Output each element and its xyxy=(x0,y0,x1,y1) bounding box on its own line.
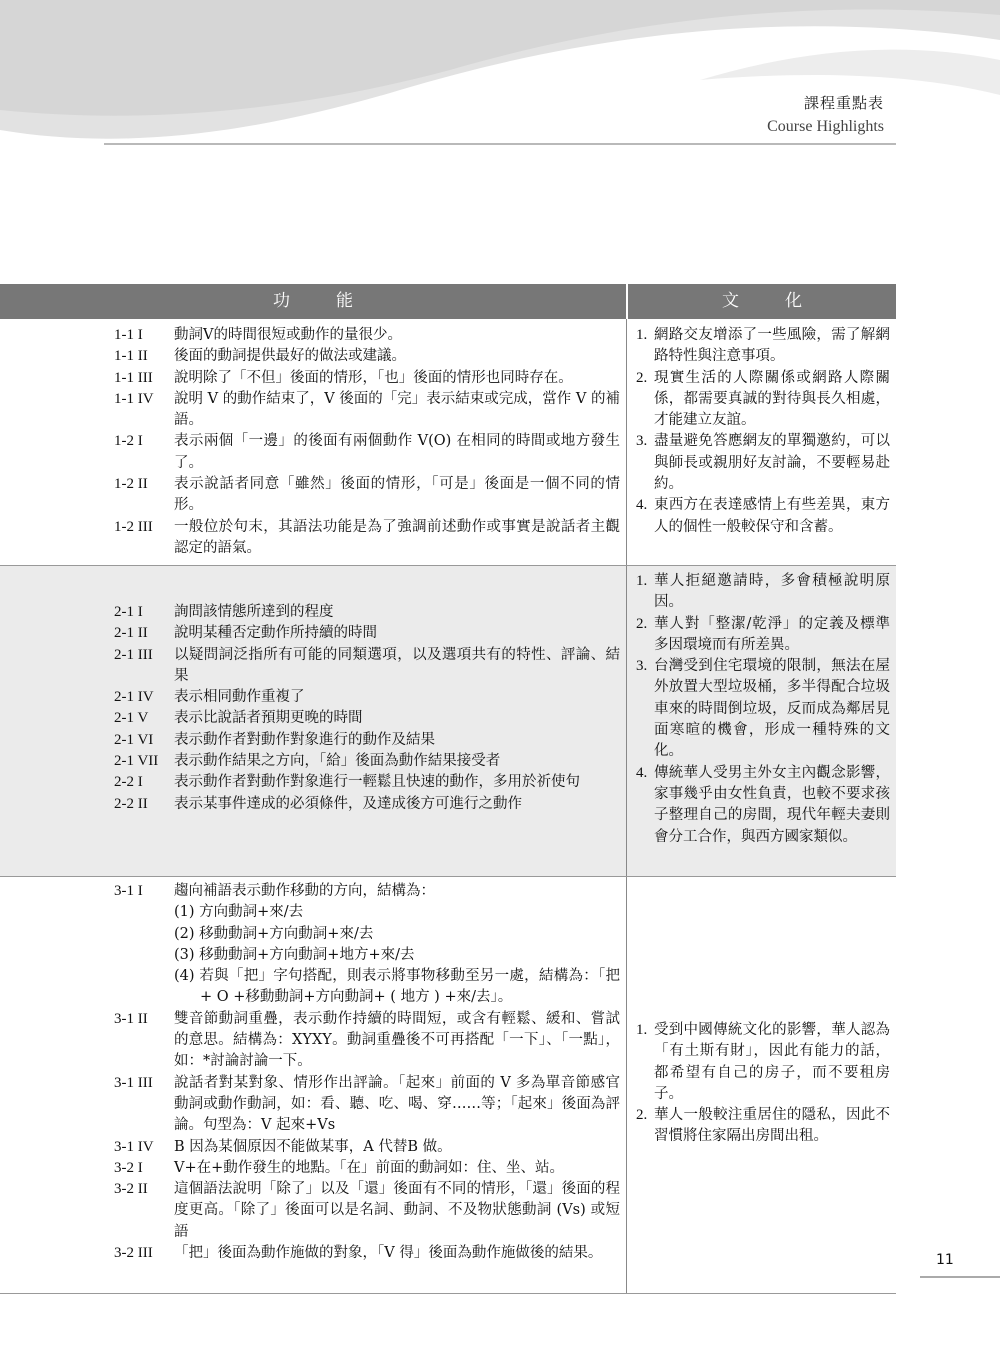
structure-item: (3) 移動動詞+方向動詞+地方+來/去 xyxy=(174,946,415,963)
culture-text: 東西方在表達感情上有些差異，東方人的個性一般較保守和含蓄。 xyxy=(654,497,890,535)
function-item xyxy=(114,389,620,432)
function-item xyxy=(114,1009,620,1073)
function-text: 表示兩個「一邊」的後面有兩個動作 V(O) 在相同的時間或地方發生了。 xyxy=(174,433,620,471)
function-code: 2-1 IV xyxy=(114,689,154,706)
function-code: 1-2 I xyxy=(114,433,143,450)
culture-text: 受到中國傳統文化的影響，華人認為「有土斯有財」，因此有能力的話，都希望有自己的房子，而不要租房子。 xyxy=(654,1022,890,1102)
culture-list xyxy=(636,1020,890,1148)
culture-number: 3. xyxy=(636,658,648,675)
culture-list xyxy=(636,325,890,538)
column-divider xyxy=(626,877,627,1293)
function-code: 1-2 II xyxy=(114,476,148,493)
function-item xyxy=(114,881,620,902)
function-text: 表示比說話者預期更晚的時間 xyxy=(174,710,363,727)
function-code: 3-1 II xyxy=(114,1010,148,1027)
culture-text: 華人一般較注重居住的隱私，因此不習慣將住家隔出房間出租。 xyxy=(654,1107,890,1145)
culture-item xyxy=(636,1020,890,1105)
function-item xyxy=(114,325,620,346)
culture-item xyxy=(636,368,890,432)
column-divider xyxy=(626,566,627,876)
table-section-lesson-3 xyxy=(0,877,896,1294)
function-text: 說明除了「不但」後面的情形，「也」後面的情形也同時存在。 xyxy=(174,369,573,386)
culture-item xyxy=(636,325,890,368)
structure-item: (2) 移動動詞+方向動詞+來/去 xyxy=(174,925,374,942)
function-list xyxy=(114,881,620,1264)
table-section-lesson-1 xyxy=(0,319,896,566)
function-text: 表示動作者對動作對象進行的動作及結果 xyxy=(174,731,435,748)
function-code: 3-2 I xyxy=(114,1159,143,1176)
function-item xyxy=(114,730,620,751)
header-title-zh: 課程重點表 xyxy=(803,94,884,112)
function-item xyxy=(114,772,620,793)
function-text: 一般位於句末，其語法功能是為了強調前述動作或事實是說話者主觀認定的語氣。 xyxy=(174,518,620,556)
function-list xyxy=(114,325,620,559)
function-item xyxy=(114,346,620,367)
column-divider xyxy=(626,319,627,565)
function-code: 3-1 IV xyxy=(114,1138,154,1155)
function-code: 1-2 III xyxy=(114,518,153,535)
function-item xyxy=(114,687,620,708)
function-code: 1-1 II xyxy=(114,348,148,365)
page-number: 11 xyxy=(936,1252,954,1268)
function-item xyxy=(114,751,620,772)
function-text: 後面的動詞提供最好的做法或建議。 xyxy=(174,348,406,365)
function-code: 2-1 V xyxy=(114,710,149,727)
culture-item xyxy=(636,1105,890,1148)
culture-item xyxy=(636,656,890,762)
function-text: 動詞V的時間很短或動作的量很少。 xyxy=(174,327,402,343)
culture-number: 2. xyxy=(636,1107,648,1124)
function-item xyxy=(114,1179,620,1243)
function-text: 以疑問詞泛指所有可能的同類選項，以及選項共有的特性、評論、結果 xyxy=(174,646,620,684)
table-section-lesson-2 xyxy=(0,566,896,877)
culture-text: 傳統華人受男主外女主內觀念影響，家事幾乎由女性負責，也較不要求孩子整理自己的房間，現代年輕夫妻則會分工合作，與西方國家類似。 xyxy=(654,764,890,845)
culture-text: 華人對「整潔/乾淨」的定義及標準多因環境而有所差異。 xyxy=(654,615,890,653)
col-header-function: 功能 xyxy=(273,291,399,311)
function-item xyxy=(114,474,620,517)
function-text: 「把」後面為動作施做的對象，「V 得」後面為動作施做後的結果。 xyxy=(174,1245,603,1262)
function-text: 雙音節動詞重疊，表示動作持續的時間短，或含有輕鬆、緩和、嘗試的意思。結構為：XYXY。動詞重疊後不可再搭配「一下」、「一點」，如：*討論討論一下。 xyxy=(174,1010,620,1070)
function-code: 3-2 II xyxy=(114,1181,148,1198)
col-header-culture: 文化 xyxy=(722,291,848,311)
culture-text: 現實生活的人際關係或網路人際關係，都需要真誠的對待與長久相處，才能建立友誼。 xyxy=(654,369,890,429)
function-text: 表示某事件達成的必須條件，及達成後方可進行之動作 xyxy=(174,795,522,812)
table-header xyxy=(0,284,896,319)
function-item xyxy=(114,623,620,644)
function-code: 3-1 III xyxy=(114,1074,153,1091)
function-item xyxy=(114,1243,620,1264)
page-number-rule xyxy=(920,1276,1000,1278)
function-text: 說明 V 的動作結束了，V 後面的「完」表示結束或完成，當作 V 的補語。 xyxy=(174,390,620,429)
function-code: 2-1 VII xyxy=(114,753,159,770)
function-text: 表示動作結果之方向，「給」後面為動作結果接受者 xyxy=(174,753,501,770)
culture-number: 1. xyxy=(636,1022,648,1038)
culture-item xyxy=(636,495,890,538)
function-item xyxy=(114,708,620,729)
structure-item: (4) 若與「把」字句搭配，則表示將事物移動至另一處，結構為：「把+ O +移動動詞+方向動詞+ ( 地方 ) +來/去」。 xyxy=(174,968,620,1006)
header-title-en: Course Highlights xyxy=(767,118,884,135)
function-code: 1-1 IV xyxy=(114,390,154,407)
page-header xyxy=(767,92,884,136)
culture-item xyxy=(636,614,890,657)
function-text: 表示相同動作重複了 xyxy=(174,689,305,706)
function-item xyxy=(114,602,620,623)
function-code: 2-2 II xyxy=(114,795,148,812)
function-item xyxy=(114,431,620,474)
culture-number: 1. xyxy=(636,327,648,343)
culture-item xyxy=(636,571,890,614)
culture-list xyxy=(636,571,890,848)
function-text: 趨向補語表示動作移動的方向，結構為： xyxy=(174,883,435,899)
function-code: 3-1 I xyxy=(114,883,143,899)
culture-number: 4. xyxy=(636,764,648,781)
function-text: 說明某種否定動作所持續的時間 xyxy=(174,625,377,642)
function-code: 1-1 I xyxy=(114,327,143,343)
structure-sublist xyxy=(174,902,620,1008)
function-item xyxy=(114,794,620,815)
function-text: B 因為某個原因不能做某事，A 代替B 做。 xyxy=(174,1138,452,1155)
culture-text: 台灣受到住宅環境的限制，無法在屋外放置大型垃圾桶，多半得配合垃圾車來的時間倒垃圾，反而成為鄰居見面寒暄的機會，形成一種特殊的文化。 xyxy=(654,658,890,760)
function-code: 2-1 I xyxy=(114,604,143,620)
function-text: 表示動作者對動作對象進行一輕鬆且快速的動作，多用於祈使句 xyxy=(174,774,580,791)
function-item xyxy=(114,368,620,389)
function-text: 說話者對某對象、情形作出評論。「起來」前面的 V 多為單音節感官動詞或動作動詞，如：看、聽、吃、喝、穿……等；「起來」後面為評論。句型為：V 起來+Vs xyxy=(174,1074,620,1134)
function-code: 2-1 II xyxy=(114,625,148,642)
function-code: 1-1 III xyxy=(114,369,153,386)
culture-number: 1. xyxy=(636,573,648,589)
function-code: 2-1 VI xyxy=(114,731,154,748)
function-list xyxy=(114,602,620,815)
culture-number: 3. xyxy=(636,433,648,450)
culture-text: 網路交友增添了一些風險，需了解網路特性與注意事項。 xyxy=(654,327,890,365)
culture-number: 2. xyxy=(636,369,648,386)
function-item xyxy=(114,1137,620,1158)
function-item xyxy=(114,1158,620,1179)
culture-number: 2. xyxy=(636,615,648,632)
structure-item: (1) 方向動詞+來/去 xyxy=(174,904,304,921)
culture-text: 華人拒絕邀請時，多會積極說明原因。 xyxy=(654,573,890,611)
function-text: 這個語法說明「除了」以及「還」後面有不同的情形，「還」後面的程度更高。「除了」後面可以是名詞、動詞、不及物狀態動詞 (Vs) 或短語 xyxy=(174,1181,620,1240)
function-item xyxy=(114,645,620,688)
function-code: 3-2 III xyxy=(114,1245,153,1262)
culture-item xyxy=(636,763,890,848)
culture-text: 盡量避免答應網友的單獨邀約，可以與師長或親朋好友討論，不要輕易赴約。 xyxy=(654,433,890,493)
header-divider xyxy=(104,143,896,145)
function-code: 2-1 III xyxy=(114,646,153,663)
function-text: 表示說話者同意「雖然」後面的情形，「可是」後面是一個不同的情形。 xyxy=(174,476,620,514)
culture-item xyxy=(636,431,890,495)
culture-number: 4. xyxy=(636,497,648,514)
function-item xyxy=(114,1073,620,1137)
function-code: 2-2 I xyxy=(114,774,143,791)
function-text: 詢問該情態所達到的程度 xyxy=(174,604,334,620)
function-text: V+在+動作發生的地點。「在」前面的動詞如：住、坐、站。 xyxy=(174,1159,565,1176)
function-item xyxy=(114,517,620,560)
